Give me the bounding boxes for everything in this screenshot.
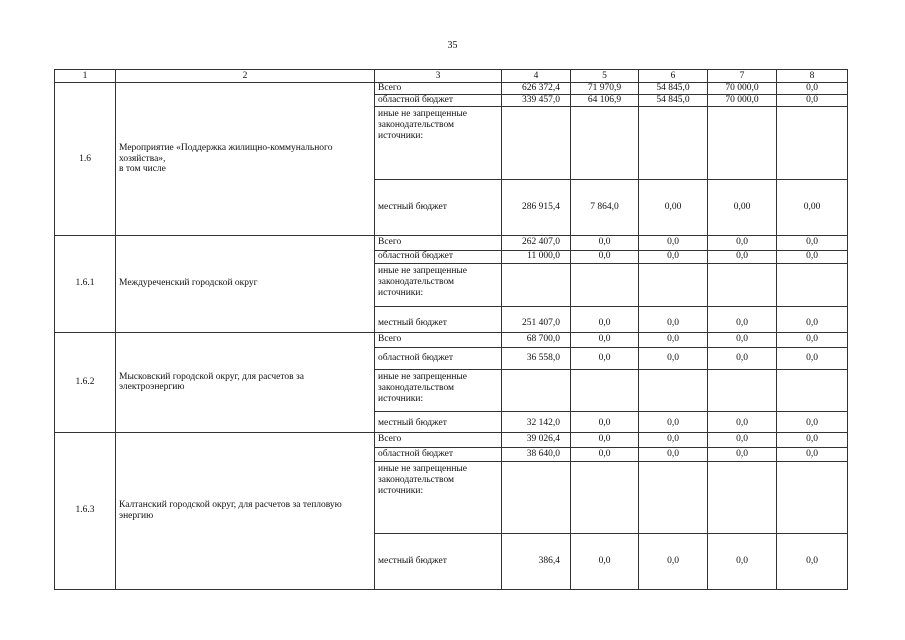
- table-row: [55, 235, 848, 250]
- source-label: Всего: [375, 83, 502, 95]
- source-label: областной бюджет: [375, 447, 502, 461]
- page-number: 35: [447, 40, 458, 51]
- value-cell: 36 558,0: [502, 347, 571, 369]
- value-cell: 0,0: [708, 347, 777, 369]
- section-code: 1.6: [55, 83, 116, 236]
- value-cell: 0,0: [639, 332, 708, 347]
- value-cell: 0,0: [708, 332, 777, 347]
- value-cell: [708, 461, 777, 533]
- section-code: 1.6.3: [55, 432, 116, 589]
- header-cell: 8: [777, 70, 848, 83]
- source-label: местный бюджет: [375, 411, 502, 432]
- value-cell: [502, 461, 571, 533]
- value-cell: 54 845,0: [639, 83, 708, 95]
- value-cell: [777, 106, 848, 179]
- value-cell: 0,0: [777, 235, 848, 250]
- value-cell: 0,0: [571, 533, 639, 589]
- value-cell: 0,0: [777, 447, 848, 461]
- source-label: местный бюджет: [375, 179, 502, 235]
- source-label: Всего: [375, 432, 502, 447]
- value-cell: 68 700,0: [502, 332, 571, 347]
- value-cell: 0,0: [639, 533, 708, 589]
- header-cell: 2: [116, 70, 375, 83]
- source-label: областной бюджет: [375, 94, 502, 106]
- value-cell: 0,0: [639, 250, 708, 263]
- section-name: Междуреченский городской округ: [116, 235, 375, 332]
- value-cell: 0,0: [777, 306, 848, 332]
- value-cell: 386,4: [502, 533, 571, 589]
- source-label: иные не запрещенные законодательством источники:: [375, 106, 502, 179]
- value-cell: 70 000,0: [708, 83, 777, 95]
- value-cell: 0,0: [571, 235, 639, 250]
- source-label: областной бюджет: [375, 250, 502, 263]
- value-cell: 0,0: [639, 411, 708, 432]
- value-cell: 0,0: [777, 250, 848, 263]
- value-cell: 626 372,4: [502, 83, 571, 95]
- value-cell: 0,0: [571, 432, 639, 447]
- value-cell: [571, 369, 639, 411]
- value-cell: 251 407,0: [502, 306, 571, 332]
- value-cell: 0,0: [639, 347, 708, 369]
- source-label: иные не запрещенные законодательством источники:: [375, 461, 502, 533]
- value-cell: [777, 461, 848, 533]
- value-cell: 0,0: [571, 411, 639, 432]
- value-cell: [571, 106, 639, 179]
- value-cell: 7 864,0: [571, 179, 639, 235]
- value-cell: 0,0: [777, 411, 848, 432]
- value-cell: 0,00: [708, 179, 777, 235]
- value-cell: [502, 263, 571, 306]
- section-code: 1.6.1: [55, 235, 116, 332]
- value-cell: 0,0: [639, 306, 708, 332]
- budget-table: [54, 69, 848, 590]
- header-cell: 3: [375, 70, 502, 83]
- value-cell: 0,0: [777, 83, 848, 95]
- value-cell: [639, 106, 708, 179]
- value-cell: 0,0: [571, 306, 639, 332]
- value-cell: 0,0: [708, 306, 777, 332]
- header-cell: 7: [708, 70, 777, 83]
- value-cell: 0,00: [639, 179, 708, 235]
- value-cell: 0,0: [777, 94, 848, 106]
- header-row: [55, 70, 848, 83]
- value-cell: [639, 461, 708, 533]
- section-code: 1.6.2: [55, 332, 116, 432]
- value-cell: [502, 369, 571, 411]
- value-cell: 0,0: [708, 250, 777, 263]
- header-cell: 5: [571, 70, 639, 83]
- value-cell: [777, 263, 848, 306]
- value-cell: [639, 369, 708, 411]
- value-cell: 39 026,4: [502, 432, 571, 447]
- value-cell: 0,0: [571, 332, 639, 347]
- value-cell: 0,0: [571, 250, 639, 263]
- value-cell: 262 407,0: [502, 235, 571, 250]
- value-cell: 54 845,0: [639, 94, 708, 106]
- value-cell: 0,0: [777, 347, 848, 369]
- source-label: иные не запрещенные законодательством источники:: [375, 263, 502, 306]
- table-row: [55, 432, 848, 447]
- value-cell: 0,0: [571, 447, 639, 461]
- header-cell: 1: [55, 70, 116, 83]
- value-cell: 339 457,0: [502, 94, 571, 106]
- value-cell: [571, 263, 639, 306]
- value-cell: 0,00: [777, 179, 848, 235]
- value-cell: 0,0: [708, 447, 777, 461]
- source-label: местный бюджет: [375, 533, 502, 589]
- value-cell: 286 915,4: [502, 179, 571, 235]
- value-cell: [708, 106, 777, 179]
- value-cell: 0,0: [639, 447, 708, 461]
- value-cell: 0,0: [708, 533, 777, 589]
- value-cell: 64 106,9: [571, 94, 639, 106]
- source-label: Всего: [375, 332, 502, 347]
- value-cell: 70 000,0: [708, 94, 777, 106]
- value-cell: 0,0: [777, 332, 848, 347]
- value-cell: 71 970,9: [571, 83, 639, 95]
- header-cell: 4: [502, 70, 571, 83]
- value-cell: 0,0: [639, 235, 708, 250]
- value-cell: 32 142,0: [502, 411, 571, 432]
- value-cell: [502, 106, 571, 179]
- value-cell: 0,0: [777, 432, 848, 447]
- table-row: [55, 83, 848, 95]
- source-label: местный бюджет: [375, 306, 502, 332]
- value-cell: 11 000,0: [502, 250, 571, 263]
- source-label: иные не запрещенные законодательством источники:: [375, 369, 502, 411]
- value-cell: 0,0: [571, 347, 639, 369]
- value-cell: 0,0: [708, 411, 777, 432]
- value-cell: [708, 263, 777, 306]
- value-cell: 0,0: [708, 235, 777, 250]
- value-cell: 0,0: [777, 533, 848, 589]
- value-cell: 0,0: [639, 432, 708, 447]
- table-row: [55, 332, 848, 347]
- value-cell: [708, 369, 777, 411]
- value-cell: [777, 369, 848, 411]
- value-cell: [571, 461, 639, 533]
- value-cell: [639, 263, 708, 306]
- section-name: Мероприятие «Поддержка жилищно-коммунального хозяйства», в том числе: [116, 83, 375, 236]
- value-cell: 0,0: [708, 432, 777, 447]
- value-cell: 38 640,0: [502, 447, 571, 461]
- source-label: областной бюджет: [375, 347, 502, 369]
- section-name: Калтанский городской округ, для расчетов за тепловую энергию: [116, 432, 375, 589]
- header-cell: 6: [639, 70, 708, 83]
- source-label: Всего: [375, 235, 502, 250]
- section-name: Мысковский городской округ, для расчетов за электроэнергию: [116, 332, 375, 432]
